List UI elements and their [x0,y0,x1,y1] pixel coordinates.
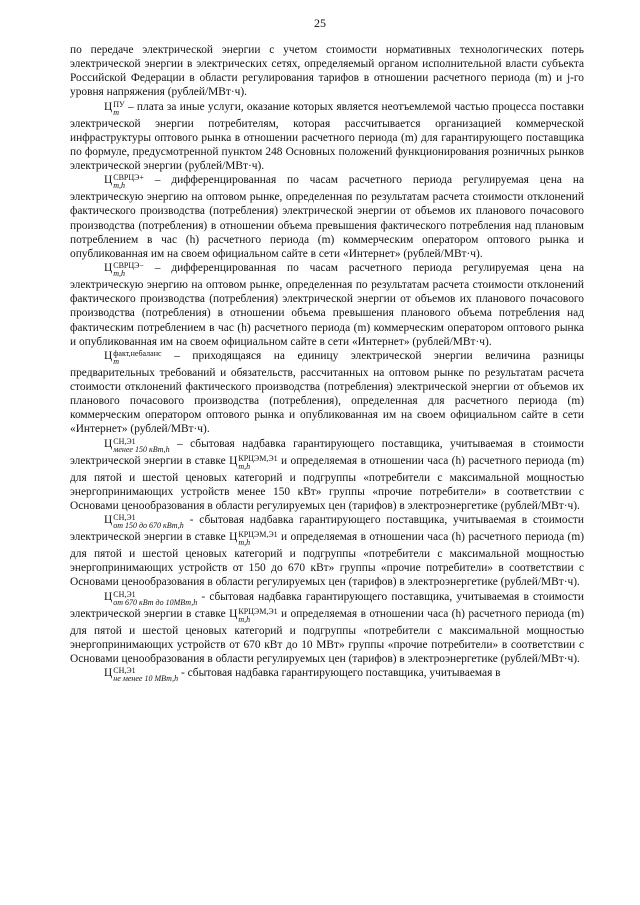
paragraph-text-cont: и определяемая в отношении часа (h) расчетного периода (m) для пятой и шестой ценовых категорий и подгруппы «потребители с максимальной мощностью энергопринимающих устройств от 150 до 670 кВт» группы «прочие потребители» в соответствии с Основами ценообразования в области регулируемых цен (тарифов) в электроэнергетике (рублей/МВт·ч). [70,531,584,589]
paragraph-text: - сбытовая надбавка гарантирующего поставщика, учитываемая в [178,667,501,679]
definition-paragraph-svrce-plus [70,173,584,261]
symbol-subscript: m [113,107,120,117]
symbol-subscript: m,h [238,614,251,624]
symbol-superscript: СН,Э1 [113,666,136,675]
symbol-superscript: КРЦЭМ,Э1 [238,530,278,540]
symbol-subscript: m,h [238,538,251,548]
paragraph-text: – дифференцированная по часам расчетного периода регулируемая цена на электрическую энергию на оптовом рынке, определенная по результатам расчета стоимости отклонений фактического производства (потребления) электрической энергии от объемов их планового почасового производства (потребления) в отношении объема превышения планового объема потребления над фактическим потреблением в час (h) расчетного периода (m) коммерческим оператором оптового рынка и опубликованная им на своем официальном сайте в сети «Интернет» (рублей/МВт·ч). [70,262,584,348]
definition-paragraph-sn-less-150 [70,437,584,513]
symbol-subscript: не менее 10 МВт,h [113,674,179,683]
paragraph-text: – плата за иные услуги, оказание которых является неотъемлемой частью процесса поставки электрической энергии потребителям, которая рассчитывается организацией коммерческой инфраструктуры оптового рынка в отношении расчетного периода (m) для гарантирующего поставщика по формуле, предусмотренной пунктом 248 Основных положений функционирования розничных рынков электрической энергии (рублей/МВт·ч). [70,100,584,173]
paragraph-text: – сбытовая надбавка гарантирующего поставщика, учитываемая в стоимости электрической энергии в ставке [70,437,584,467]
symbol-superscript: факт,небаланс [113,348,162,358]
price-symbol: Ц факт,небаланс m [104,348,162,366]
symbol-superscript: ПУ [113,99,125,109]
definition-paragraph-svrce-minus [70,261,584,349]
price-symbol-inline: Ц КРЦЭМ,Э1 m,h [229,453,278,471]
price-symbol: Ц СН,Э1 от 670 кВт до 10МВт,h [104,589,198,607]
symbol-subscript: m [113,356,120,366]
definition-paragraph-sn-670-10mw [70,590,584,666]
definition-paragraph-sn-150-670 [70,513,584,589]
symbol-subscript: от 150 до 670 кВт,h [113,521,184,531]
page-number: 25 [314,16,326,30]
symbol-subscript: m,h [113,269,126,279]
price-symbol: Ц СН,Э1 от 150 до 670 кВт,h [104,513,184,531]
symbol-superscript: СН,Э1 [113,436,136,446]
definition-paragraph-fakt-nebalans [70,349,584,437]
symbol-subscript: от 670 кВт до 10МВт,h [113,597,198,607]
symbol-superscript: СН,Э1 [113,513,136,523]
price-symbol-inline: Ц КРЦЭМ,Э1 m,h [229,530,278,548]
symbol-subscript: m,h [238,461,251,471]
symbol-superscript: СВРЦЭ− [113,261,144,271]
symbol-subscript: m,h [113,181,126,191]
symbol-subscript: менее 150 кВт,h [113,444,170,454]
paragraph-text: – приходящаяся на единицу электрической энергии величина разницы предварительных требований и обязательств, рассчитанных на оптовом рынке по результатам расчета стоимости отклонений фактического производства (потребления) электрической энергии от объемов их планового почасового производства (потребления), определенная для расчетного периода (m) коммерческим оператором оптового рынка и опубликованная им на своем официальном сайте в сети «Интернет» (рублей/МВт·ч). [70,349,584,436]
price-symbol: Ц СН,Э1 менее 150 кВт,h [104,436,170,454]
paragraph-text-cont: и определяемая в отношении часа (h) расчетного периода (m) для пятой и шестой ценовых категорий и подгруппы «потребители с максимальной мощностью энергопринимающих устройств менее 150 кВт» группы «прочие потребители» в соответствии с Основами ценообразования в области регулируемых цен (тарифов) в электроэнергетике (рублей/МВт·ч). [70,454,584,512]
price-symbol: Ц ПУ m [104,99,125,117]
price-symbol: Ц СВРЦЭ− m,h [104,261,144,279]
paragraph-text: - сбытовая надбавка гарантирующего поставщика, учитываемая в стоимости электрической энергии в ставке [70,514,584,544]
price-symbol: Ц СВРЦЭ+ m,h [104,173,144,191]
definition-paragraph-pu [70,100,584,174]
paragraph-text: - сбытовая надбавка гарантирующего поставщика, учитываемая в стоимости электрической энергии в ставке [70,590,584,620]
price-symbol: Ц СН,Э1 не менее 10 МВт,h [104,666,179,683]
symbol-superscript: СН,Э1 [113,589,136,599]
paragraph-continuation [70,43,584,100]
price-symbol-inline: Ц КРЦЭМ,Э1 m,h [229,606,278,624]
paragraph-text-cont: и определяемая в отношении часа (h) расчетного периода (m) для пятой и шестой ценовых категорий и подгруппы «потребители с максимальной мощностью энергопринимающих устройств от 670 кВт до 10 МВт» группы «прочие потребители» в соответствии с Основами ценообразования в области регулируемых цен (тарифов) в электроэнергетике (рублей/МВт·ч). [70,607,584,665]
symbol-superscript: КРЦЭМ,Э1 [238,453,278,463]
document-body [70,43,584,683]
symbol-superscript: КРЦЭМ,Э1 [238,606,278,616]
symbol-superscript: СВРЦЭ+ [113,173,144,183]
paragraph-text: – дифференцированная по часам расчетного периода регулируемая цена на электрическую энергию на оптовом рынке, определенная по результатам расчета стоимости отклонений фактического производства (потребления) электрической энергии от объемов их планового почасового производства (потребления) в отношении объема превышения фактического потребления над плановым потреблением в час (h) расчетного периода (m) коммерческим оператором оптового рынка и опубликованная им на своем официальном сайте в сети «Интернет» (рублей/МВт·ч). [70,174,584,260]
paragraph-text: по передаче электрической энергии с учетом стоимости нормативных технологических потерь электрической энергии в электрических сетях, определяемый органом исполнительной власти субъекта Российской Федерации в области регулирования тарифов в отношении расчетного периода (m) и j-го уровня напряжения (рублей/МВт·ч). [70,44,584,99]
definition-paragraph-sn-not-less-10mw [70,666,584,683]
